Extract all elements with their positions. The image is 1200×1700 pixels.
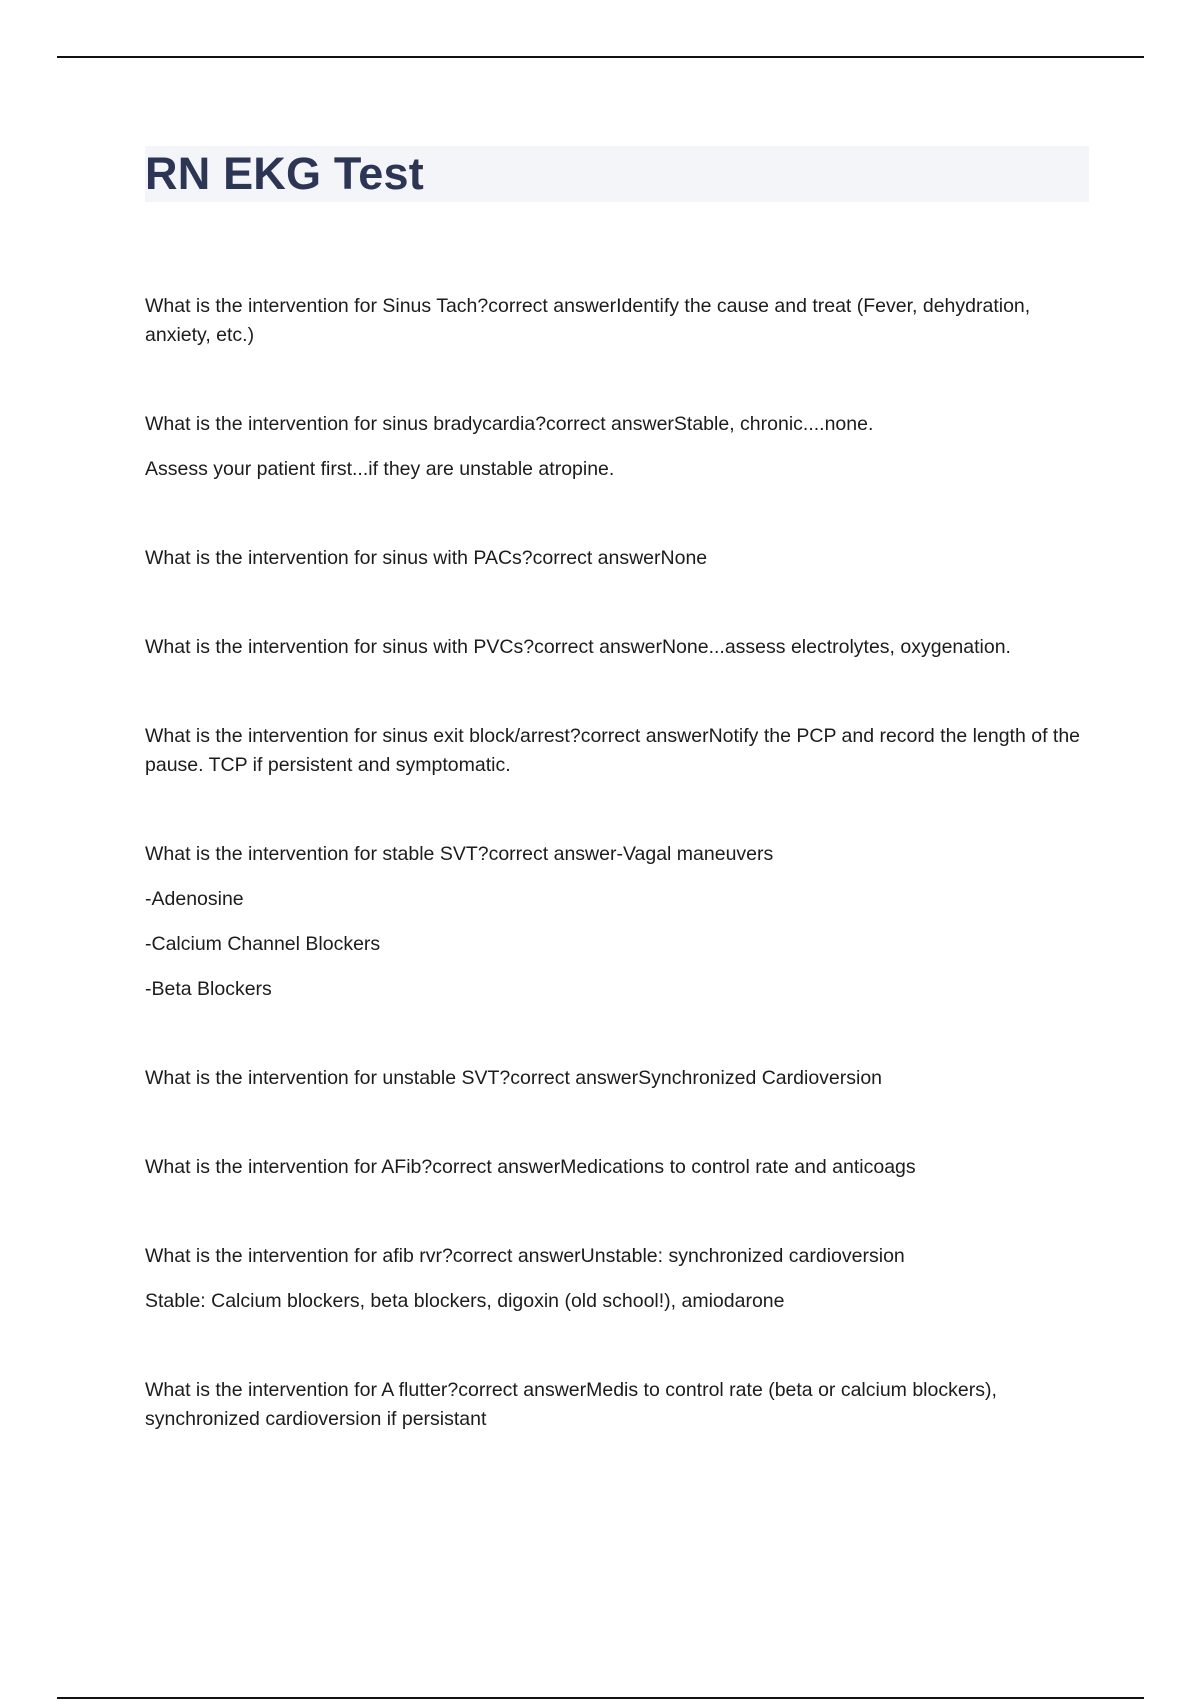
- qa-text: -Beta Blockers: [145, 978, 272, 1000]
- qa-text: What is the intervention for sinus with PACs?correct answerNone: [145, 547, 708, 569]
- qa-item-sinus-tach: [145, 292, 1089, 350]
- page-title: RN EKG Test: [145, 148, 424, 199]
- qa-item-a-flutter: [145, 1376, 1089, 1434]
- qa-text: What is the intervention for stable SVT?correct answer-Vagal maneuvers: [145, 843, 774, 865]
- qa-list: [145, 292, 1089, 1494]
- qa-text: What is the intervention for afib rvr?correct answerUnstable: synchronized cardioversion: [145, 1245, 905, 1267]
- qa-item-unstable-svt: [145, 1064, 1089, 1093]
- page-top-rule: [57, 56, 1144, 58]
- qa-text: -Calcium Channel Blockers: [145, 933, 381, 955]
- qa-item-afib: [145, 1153, 1089, 1182]
- qa-item-sinus-pvcs: [145, 633, 1089, 662]
- qa-text: What is the intervention for sinus bradycardia?correct answerStable, chronic....none.: [145, 413, 874, 435]
- page-bottom-rule: [57, 1697, 1144, 1699]
- qa-text: What is the intervention for A flutter?correct answerMedis to control rate (beta or calcium blockers), synchronized cardioversion if persistant: [145, 1379, 997, 1430]
- qa-text: What is the intervention for Sinus Tach?correct answerIdentify the cause and treat (Fever, dehydration, anxiety, etc.): [145, 295, 1031, 346]
- qa-item-stable-svt: [145, 840, 1089, 1004]
- qa-item-sinus-exit-block: [145, 722, 1089, 780]
- qa-text: -Adenosine: [145, 888, 244, 910]
- qa-item-sinus-bradycardia: [145, 410, 1089, 484]
- qa-text: What is the intervention for sinus exit block/arrest?correct answerNotify the PCP and record the length of the pause. TCP if persistent and symptomatic.: [145, 725, 1081, 776]
- qa-text: Assess your patient first...if they are unstable atropine.: [145, 458, 615, 480]
- qa-text: What is the intervention for AFib?correct answerMedications to control rate and anticoags: [145, 1156, 916, 1178]
- qa-item-sinus-pacs: [145, 544, 1089, 573]
- qa-item-afib-rvr: [145, 1242, 1089, 1316]
- qa-text: Stable: Calcium blockers, beta blockers, digoxin (old school!), amiodarone: [145, 1290, 785, 1312]
- qa-text: What is the intervention for sinus with PVCs?correct answerNone...assess electrolytes, oxygenation.: [145, 636, 1011, 658]
- qa-text: What is the intervention for unstable SVT?correct answerSynchronized Cardioversion: [145, 1067, 883, 1089]
